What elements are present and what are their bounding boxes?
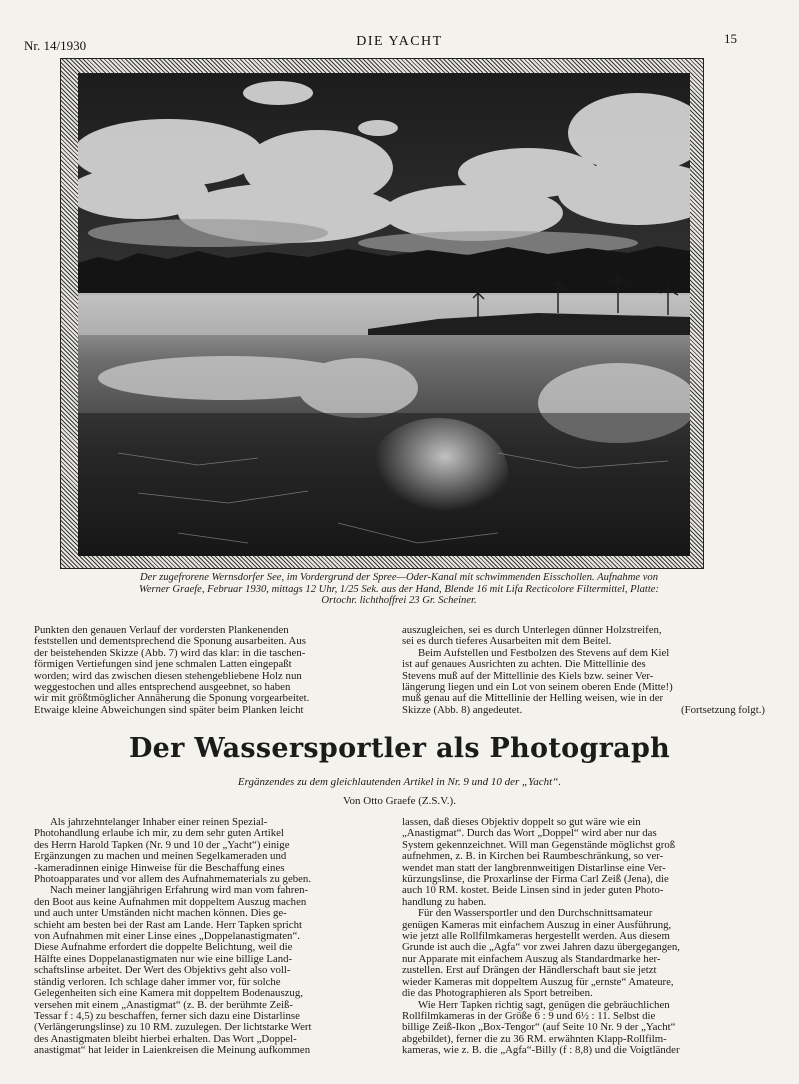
text-line: System gekennzeichnet. Will man Gegenstände möglichst groß — [402, 838, 676, 851]
text-line: längerung liegen und ein Lot von seinem oberen Ende (Mitte!) — [402, 681, 673, 694]
article-title: Der Wassersportler als Photograph — [128, 733, 671, 764]
last-line — [402, 705, 765, 716]
text-line: Diese Aufnahme erfordert die doppelte Belichtung, weil die — [34, 941, 293, 954]
text-line: schaftslinse arbeitet. Der Wert des Objektivs geht also voll- — [34, 964, 291, 977]
text-line: Grunde ist auch die „Agfa“ vor zwei Jahren dazu übergegangen, — [402, 941, 681, 954]
text-line: anastigmat“ hat leider in Laienkreisen die Meinung aufkommen — [34, 1044, 311, 1057]
caption-line: Werner Graefe, Februar 1930, mittags 12 Uhr, 1/25 Sek. aus der Hand, Blende 16 mit Lifa Recticolore Filtermittel, Platte: — [138, 583, 659, 595]
article-subtitle: Ergänzendes zu dem gleichlautenden Artikel in Nr. 9 und 10 der „Yacht“. — [237, 776, 562, 788]
text-line: der beistehenden Skizze (Abb. 7) wird das klar: in die taschen- — [34, 646, 306, 659]
text-line: den Boot aus keine Aufnahmen mit doppeltem Auszug machen — [34, 895, 307, 908]
caption-line: Der zugefrorene Wernsdorfer See, im Vordergrund der Spree—Oder-Kanal mit schwimmenden Eisschollen. Aufnahme von — [139, 572, 659, 583]
text-line: auszugleichen, sei es durch Unterlegen dünner Holzstreifen, — [402, 624, 662, 636]
text-line: des Herrn Harold Tapken (Nr. 9 und 10 der „Yacht“) einige — [34, 838, 290, 851]
article-right-column — [402, 817, 765, 1057]
text-line: Wie Herr Tapken richtig sagt, genügen die gebräuchlichen — [418, 998, 670, 1011]
text-line: wendet man statt der langbrennweitigen Distarlinse eine Ver- — [402, 861, 666, 874]
text-line: Punkten den genauen Verlauf der vordersten Plankenenden — [34, 624, 289, 636]
text-line: Nach meiner langjährigen Erfahrung wird man vom fahren- — [50, 884, 309, 897]
text-line: ist auf genaues Ausrichten zu achten. Die Mittellinie des — [402, 658, 646, 671]
text-line: abgebildet), ferner die zu 36 RM. erwähnten Klapp-Rollfilm- — [402, 1032, 667, 1045]
text-line: wie jetzt alle Rollfilmkameras hergestellt werden. Aus diesem — [402, 930, 670, 943]
text-line: auch 10 RM. kostet. Beide Linsen sind in jeder guten Photo- — [402, 884, 664, 897]
text-line: Als jahrzehntelanger Inhaber einer reinen Spezial- — [50, 816, 268, 828]
text-line: Stevens muß auf der Mittellinie des Kiels bzw. seiner Ver- — [402, 669, 654, 682]
text-line: genügen Kameras mit einfachem Auszug in einer Ausführung, — [402, 918, 672, 931]
continued-note: (Fortsetzung folgt.) — [681, 703, 765, 716]
lake-photograph — [78, 73, 690, 556]
issue-number: Nr. 14/1930 — [24, 38, 87, 53]
text-line: Skizze (Abb. 8) angedeutet. — [402, 703, 523, 716]
text-line: Photohandlung erlaube ich mir, zu dem sehr guten Artikel — [34, 827, 284, 840]
text-line: Ergänzungen zu machen und meinen Segelkameraden und — [34, 850, 287, 863]
text-line: schieht am besten bei der Rast am Lande. Herr Tapken spricht — [34, 918, 302, 931]
photo-caption — [76, 572, 722, 607]
text-line: worden; wird das zwischen diesen stehengebliebene Holz nun — [34, 669, 302, 682]
text-line: lassen, daß dieses Objektiv doppelt so gut wäre wie ein — [402, 816, 641, 828]
text-line: förmigen Vertiefungen sind jene schmalen Latten eingepaßt — [34, 658, 292, 671]
text-line: von Aufnahmen mit einer Linse eines „Doppelanastigmaten“. — [34, 930, 300, 943]
text-line: des Anastigmaten bleibt hierbei erhalten. Das Wort „Doppel- — [34, 1032, 297, 1045]
text-line: Photoapparates und vor allem des Aufnahmematerials zu geben. — [34, 873, 312, 886]
text-line: Tessar f : 4,5) zu beschaffen, ferner sich dazu eine Distarlinse — [34, 1009, 300, 1022]
upper-article-left-column — [34, 625, 392, 716]
text-line: Hälfte eines Doppelanastigmaten nur wie eine billige Land- — [34, 952, 293, 965]
text-line: „Anastigmat“. Durch das Wort „Doppel“ wird aber nur das — [402, 827, 657, 840]
caption-line: Ortochr. lichthoffrei 23 Gr. Scheiner. — [321, 595, 477, 606]
text-line: billige Zeiß-Ikon „Box-Tengor“ (auf Seite 10 Nr. 9 der „Yacht“ — [402, 1021, 676, 1034]
text-line: weggestochen und alles entsprechend ausgeebnet, so haben — [34, 681, 291, 694]
text-line: Etwaige kleine Abweichungen sind später beim Planken leicht — [34, 703, 304, 716]
text-line: Gelegenheiten sich eine Kamera mit doppeltem Bodenauszug, — [34, 987, 303, 1000]
text-line: nur Apparate mit einfachem Auszug als Standardmarke her- — [402, 952, 661, 965]
page-number: 15 — [724, 31, 737, 46]
text-line: -kameradinnen einige Hinweise für die Beschaffung eines — [34, 861, 285, 874]
journal-title: DIE YACHT — [356, 34, 443, 49]
text-line: feststellen und dementsprechend die Sponung ausarbeiten. Aus — [34, 635, 306, 648]
photo-illustration — [78, 73, 690, 556]
text-line: Beim Aufstellen und Festbolzen des Stevens auf dem Kiel — [418, 646, 670, 659]
text-line: handlung zu haben. — [402, 895, 487, 908]
text-line: wieder Kameras mit doppeltem Auszug für „ernste“ Amateure, — [402, 975, 674, 988]
text-line: die das Photographieren als Sport betreiben. — [402, 987, 593, 1000]
text-line: Für den Wassersportler und den Durchschnittsamateur — [418, 907, 653, 920]
text-line: und auch unter Umständen nicht machen können. Dies ge- — [34, 907, 287, 920]
text-line: kameras, wie z. B. die „Agfa“-Billy (f : 8,8) und die Voigtländer — [402, 1044, 680, 1057]
text-line: muß genau auf die Mittellinie der Helling weisen, wie in der — [402, 692, 664, 705]
text-line: Rollfilmkameras in der Größe 6 : 9 und 6½ : 11. Selbst die — [402, 1009, 656, 1022]
text-line: aufnehmen, z. B. in Kirchen bei Raumbeschränkung, so ver- — [402, 850, 664, 863]
upper-article-right-column — [402, 625, 765, 716]
text-line: (Verlängerungslinse) zu 10 RM. zuzulegen. Der lichtstarke Wert — [34, 1021, 312, 1034]
text-line: zustellen. Erst auf Drängen der Händlerschaft baut sie jetzt — [402, 964, 657, 977]
text-line: sei es durch tieferes Ausarbeiten mit dem Beitel. — [402, 635, 612, 648]
article-left-column — [34, 817, 392, 1057]
text-line: ständig verloren. Ich schlage daher immer vor, für solche — [34, 975, 281, 988]
text-line: wir mit größtmöglicher Annäherung die Sponung vorgearbeitet. — [34, 692, 310, 705]
text-line: versehen mit einem „Anastigmat“ (z. B. der berühmte Zeiß- — [34, 998, 294, 1011]
text-line: kürzungslinse, die Proxarlinse der Firma Carl Zeiß (Jena), die — [402, 873, 669, 886]
article-byline: Von Otto Graefe (Z.S.V.). — [343, 795, 456, 807]
